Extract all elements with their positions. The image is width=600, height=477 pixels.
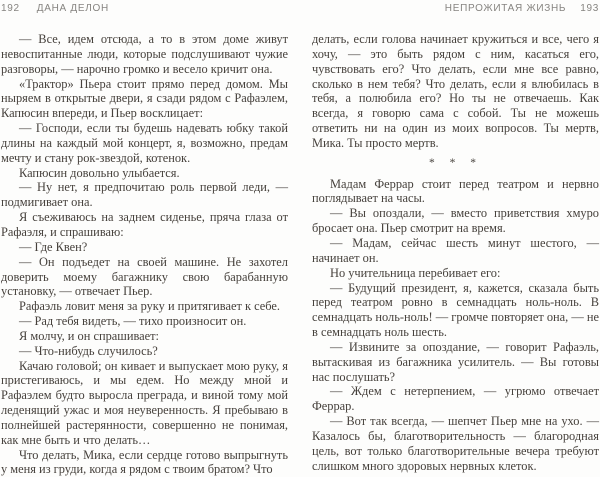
paragraph: Рафаэль ловит меня за руку и притягивает к себе. [19,299,280,314]
paragraph: Капюсин довольно улыбается. [19,165,180,180]
paragraph: Что делать, Мика, если сердце готово выпрыгнуть у меня из груди, когда я рядом с твоим братом? Что [1,447,288,477]
right-page-number: 193 [580,3,599,14]
paragraph: — Будущий президент, я, кажется, сказала быть перед театром ровно в семнадцать ноль-ноль. В семнадцать ноль-ноль! — громче повторяет она, — не в семнадцать ноль шесть. [312,280,599,340]
paragraph: «Трактор» Пьера стоит прямо перед домом. Мы ныряем в открытые двери, я сзади рядом с Рафаэлем, Капюсин впереди, и Пьер восклицает: [1,76,288,121]
right-page-header [312,3,599,15]
paragraph: Качаю головой; он кивает и выпускает мою руку, я пристегиваюсь, и мы едем. Но между мной и Рафаэлем будто выросла преграда, и виной тому мой леденящий ужас и моя неуверенность. Я пребываю в полнейшей растерянности, совершенно не понимая, как мне быть и что делать… [1,358,288,447]
paragraph: Я съеживаюсь на заднем сиденье, пряча глаза от Рафаэля, и спрашиваю: [1,210,288,239]
left-running-title: ДАНА ДЕЛОН [36,3,109,14]
paragraph: — Ждем с нетерпением, — угрюмо отвечает Феррар. [312,384,599,414]
right-running-title: НЕПРОЖИТАЯ ЖИЗНЬ [444,3,567,14]
paragraph: — Все, идем отсюда, а то в этом доме живут невоспитанные люди, которые подслушивают чужие разговоры, — нарочно громко и весело кричит она. [1,32,288,76]
continuation-paragraph: делать, если голова начинает кружиться и все, чего я хочу, — это быть рядом с ним, касаться его, чувствовать его? Что делать, если мне все равно, сколько в нем тебя? Что делать, если я влюбилась в тебя, а полюбила его? Но ты не отвечаешь. Как всегда, я говорю сама с собой. Ты не можешь ответить ни на один из моих вопросов. Ты мертв, Мика. Ты просто мертв. [312,32,599,150]
paragraph: — Ну нет, я предпочитаю роль первой леди, — подмигивает она. [1,180,288,210]
paragraph: — Господи, если ты будешь надевать юбку такой длины на каждый мой концерт, я, возможно, предам мечту и стану рок-звездой, котенок. [1,121,288,165]
paragraph: Я молчу, и он спрашивает: [19,328,159,343]
paragraph: Мадам Феррар стоит перед театром и нервно поглядывает на часы. [312,176,599,206]
paragraph: — Вот так всегда, — шепчет Пьер мне на ухо. — Казалось бы, благотворительность — благородная цель, вот только благотворительные вечера требуют слишком много здоровых нервных клеток. [312,414,599,473]
left-page [1,3,288,477]
paragraph: — Мадам, сейчас шесть минут шестого, — начинает он. [312,235,599,265]
paragraph: — Рад тебя видеть, — тихо произносит он. [19,314,247,329]
left-page-number: 192 [1,3,20,14]
right-page [312,3,599,473]
paragraph: — Где Квен? [19,239,88,254]
paragraph: — Он подъедет на своей машине. Не захотел доверить моему багажнику свою барабанную установку, — отвечает Пьер. [1,254,288,299]
scene-separator: * * * [429,156,482,169]
left-page-text [1,32,288,477]
paragraph: — Извините за опоздание, — говорит Рафаэль, вытаскивая из багажника усилитель. — Вы готовы нас послушать? [312,339,599,384]
right-page-text [312,32,599,473]
paragraph: — Вы опоздали, — вместо приветствия хмуро бросает она. Пьер смотрит на время. [312,206,599,236]
left-page-header [1,3,288,15]
paragraph: — Что-нибудь случилось? [19,343,158,358]
paragraph: Но учительница перебивает его: [330,265,501,280]
